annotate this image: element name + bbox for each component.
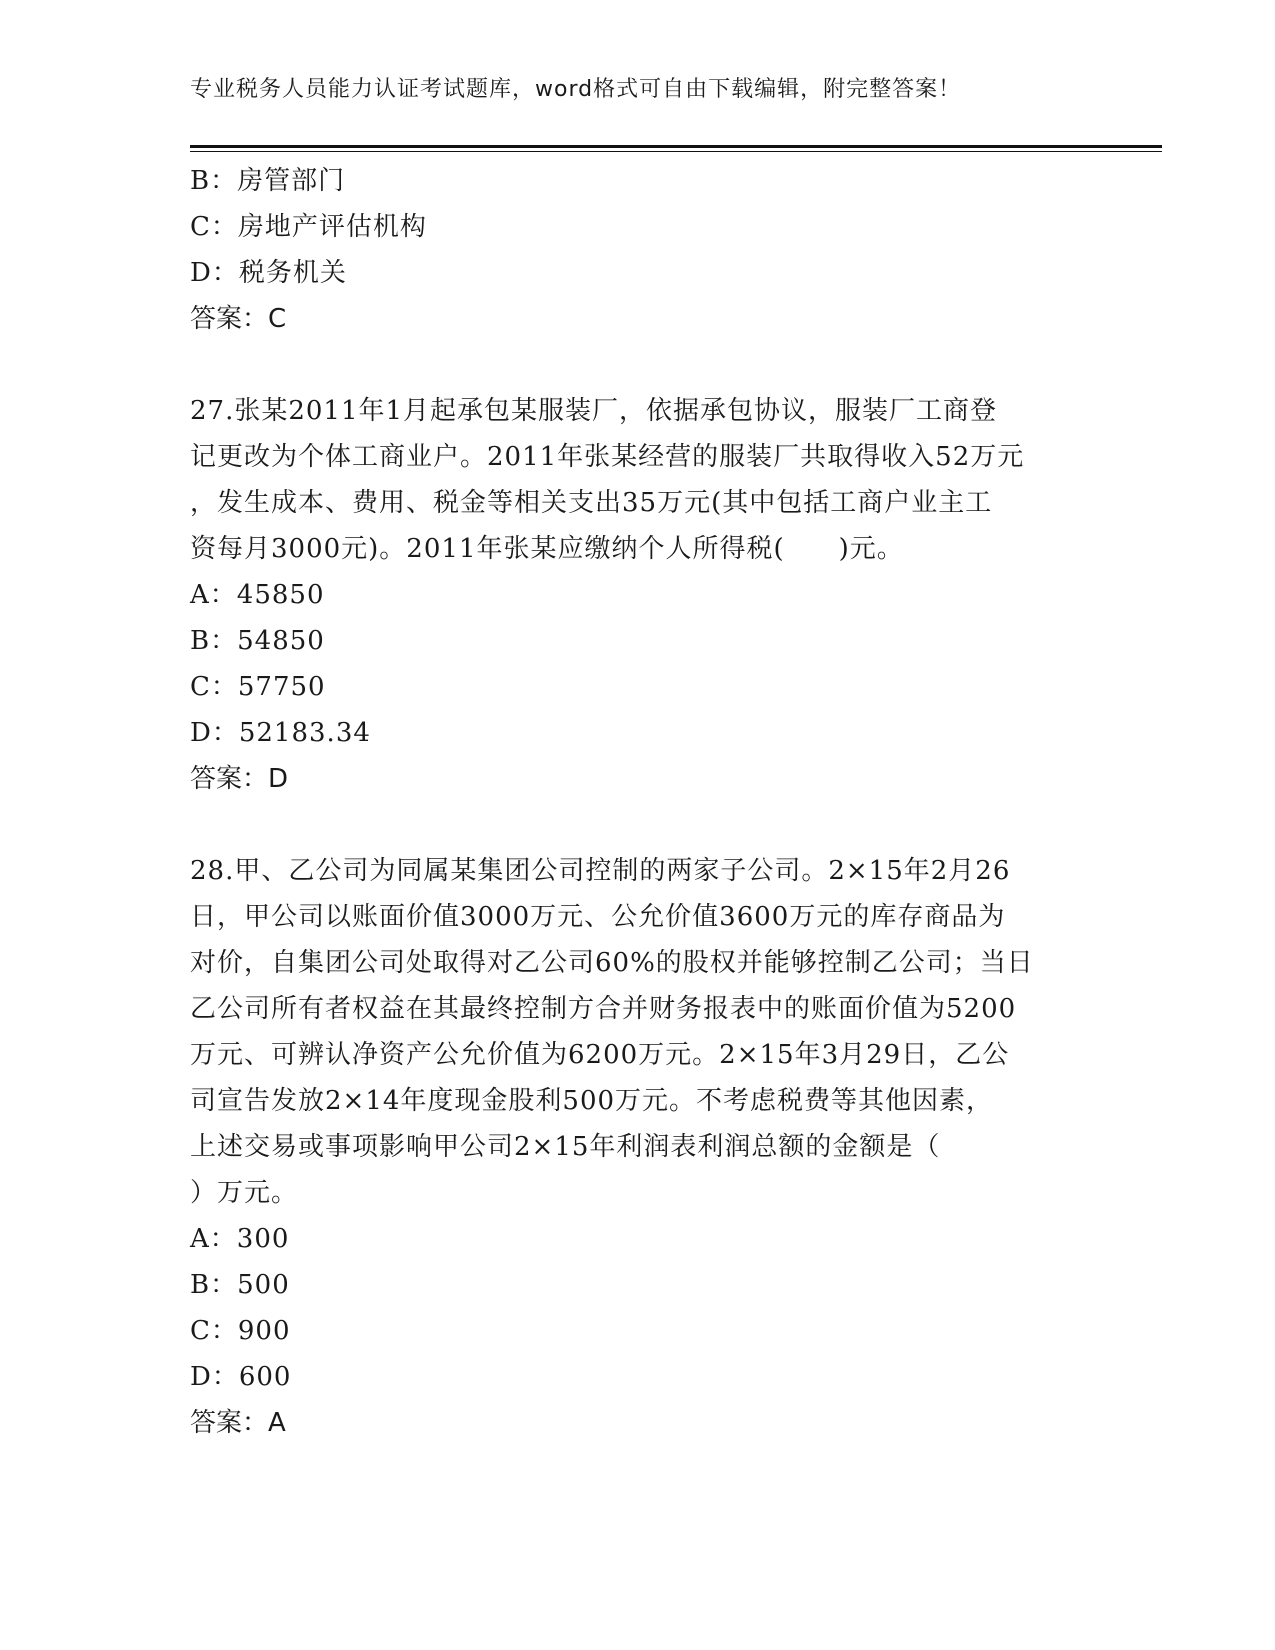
option-a: A：45850 xyxy=(190,580,325,610)
option-b: B：房管部门 xyxy=(190,166,346,196)
option-a: A：300 xyxy=(190,1224,290,1254)
question-text-line: ，发生成本、费用、税金等相关支出35万元(其中包括工商户业主工 xyxy=(190,488,993,518)
answer-line: 答案：C xyxy=(190,304,287,334)
option-d: D：52183.34 xyxy=(190,718,371,748)
question-text-line: 记更改为个体工商业户。2011年张某经营的服装厂共取得收入52万元 xyxy=(190,442,1025,472)
question-26-tail xyxy=(190,158,1090,342)
question-text-line: 上述交易或事项影响甲公司2×15年利润表利润总额的金额是（ xyxy=(190,1132,941,1162)
question-text-line: 资每月3000元)。2011年张某应缴纳个人所得税( )元。 xyxy=(190,534,904,564)
option-d: D：600 xyxy=(190,1362,292,1392)
question-text-line: 27.张某2011年1月起承包某服装厂，依据承包协议，服装厂工商登 xyxy=(190,396,998,426)
question-text-line: 28.甲、乙公司为同属某集团公司控制的两家子公司。2×15年2月26 xyxy=(190,856,1011,886)
option-c: C：900 xyxy=(190,1316,291,1346)
question-text-line: 万元、可辨认净资产公允价值为6200万元。2×15年3月29日，乙公 xyxy=(190,1040,1010,1070)
document-body xyxy=(190,158,1090,1446)
page-header: 专业税务人员能力认证考试题库，word格式可自由下载编辑，附完整答案！ xyxy=(190,77,962,102)
question-28 xyxy=(190,848,1090,1446)
spacer xyxy=(190,802,1090,848)
option-d: D：税务机关 xyxy=(190,258,347,288)
option-c: C：57750 xyxy=(190,672,326,702)
question-text-line: ）万元。 xyxy=(190,1178,299,1208)
question-27 xyxy=(190,388,1090,802)
answer-line: 答案：A xyxy=(190,1408,286,1438)
option-b: B：500 xyxy=(190,1270,290,1300)
header-rule-thick xyxy=(190,145,1162,148)
spacer xyxy=(190,342,1090,388)
option-b: B：54850 xyxy=(190,626,325,656)
option-c: C：房地产评估机构 xyxy=(190,212,427,242)
answer-line: 答案：D xyxy=(190,764,289,794)
question-text-line: 乙公司所有者权益在其最终控制方合并财务报表中的账面价值为5200 xyxy=(190,994,1017,1024)
header-rule-thin xyxy=(190,151,1162,152)
question-text-line: 对价，自集团公司处取得对乙公司60%的股权并能够控制乙公司；当日 xyxy=(190,948,1034,978)
question-text-line: 日，甲公司以账面价值3000万元、公允价值3600万元的库存商品为 xyxy=(190,902,1006,932)
question-text-line: 司宣告发放2×14年度现金股利500万元。不考虑税费等其他因素， xyxy=(190,1086,994,1116)
